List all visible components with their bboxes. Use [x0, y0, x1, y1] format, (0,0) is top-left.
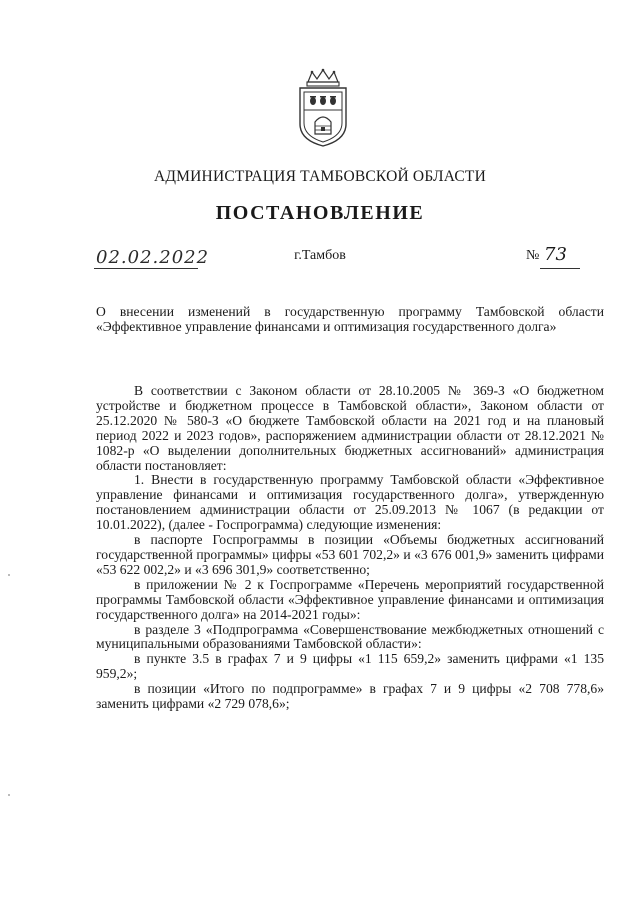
document-city: г.Тамбов — [294, 248, 346, 263]
body-paragraph: 1. Внести в государственную программу Тамбовской области «Эффективное управление финансами и оптимизация государственного долга», утвержденную постановлением администрации области от 25.09.2013 № 1067 (в редакции от 10.01.2022), (далее - Госпрограмма) следующие изменения: — [96, 472, 604, 533]
date-underline — [94, 268, 198, 269]
body-paragraph: в пункте 3.5 в графах 7 и 9 цифры «1 115 659,2» заменить цифрами «1 135 959,2»; — [96, 651, 604, 682]
body-paragraph: В соответствии с Законом области от 28.10.2005 № 369-З «О бюджетном устройстве и бюджетном процессе в Тамбовской области», Законом области от 25.12.2020 № 580-З «О бюджете Тамбовской области на 2021 год и на плановый период 2022 и 2023 годов», распоряжением администрации области от 28.12.2021 № 1082-р «О выделении дополнительных бюджетных ассигнований» администрация области постановляет: — [96, 383, 604, 473]
body-paragraph: в приложении № 2 к Госпрограмме «Перечень мероприятий государственной программы Тамбовской области «Эффективное управление финансами и оптимизация государственного долга» на 2014-2021 годы»: — [96, 576, 604, 622]
body-paragraph: в разделе 3 «Подпрограмма «Совершенствование межбюджетных отношений с муниципальными образованиями Тамбовской области»: — [96, 621, 604, 652]
document-body — [96, 384, 604, 712]
scan-speck — [8, 794, 10, 796]
body-paragraph: в позиции «Итого по подпрограмме» в графах 7 и 9 цифры «2 708 778,6» заменить цифрами «2 729 078,6»; — [96, 681, 604, 712]
body-paragraph: в паспорте Госпрограммы в позиции «Объемы бюджетных ассигнований государственной программы» цифры «53 601 702,2» и «3 676 001,9» заменить цифрами «53 622 002,2» и «3 696 301,9» соответственно; — [96, 532, 604, 577]
document-subject: О внесении изменений в государственную программу Тамбовской области «Эффективное управление финансами и оптимизация государственного долга» — [96, 304, 604, 334]
document-type-title: ПОСТАНОВЛЕНИЕ — [215, 202, 425, 224]
scan-speck — [8, 574, 10, 576]
document-number: 73 — [544, 244, 567, 265]
tambov-coat-of-arms-icon — [294, 68, 352, 148]
number-sign: № — [526, 248, 540, 263]
number-underline — [540, 268, 580, 269]
document-date: 02.02.2022 — [96, 247, 210, 268]
administration-name: АДМИНИСТРАЦИЯ ТАМБОВСКОЙ ОБЛАСТИ — [154, 168, 486, 185]
